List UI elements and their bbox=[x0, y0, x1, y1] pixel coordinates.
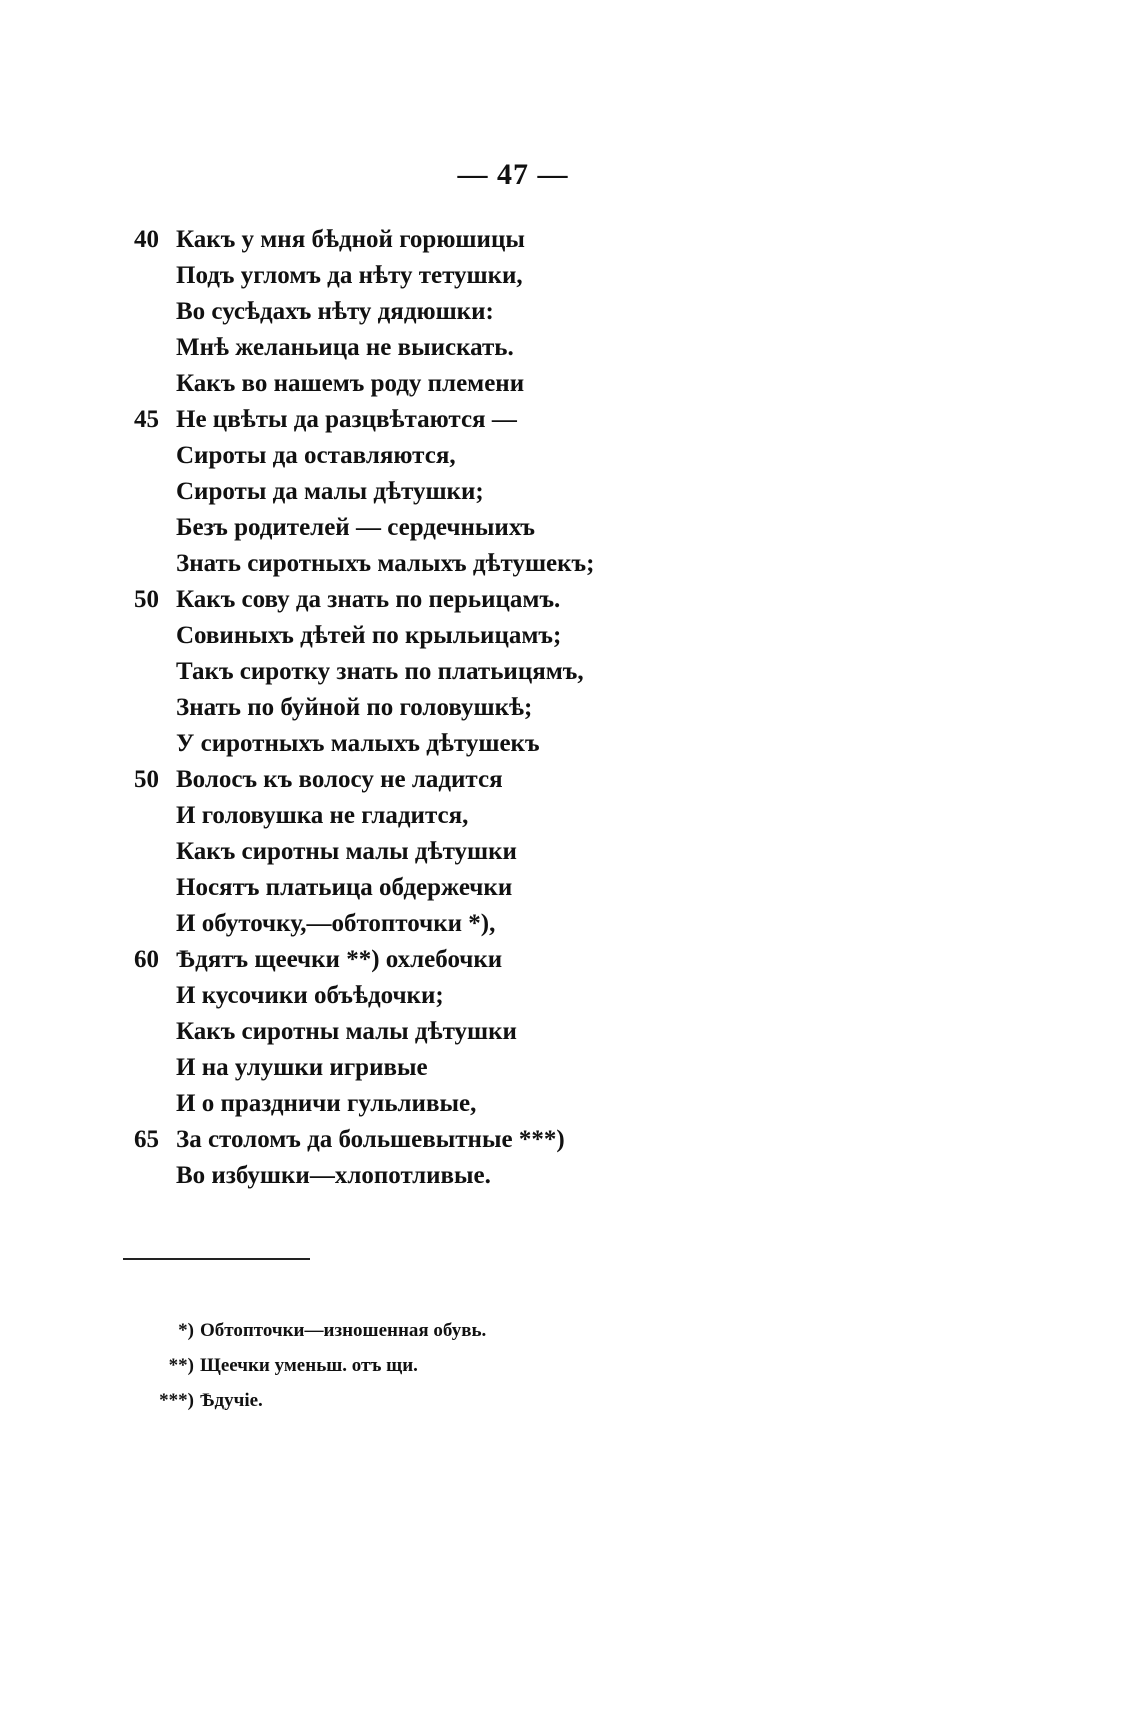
line-text: Подъ угломъ да нѣту тетушки, bbox=[176, 262, 523, 289]
poem-line bbox=[0, 402, 760, 438]
poem-line bbox=[0, 330, 760, 366]
poem-line bbox=[0, 258, 760, 294]
poem-line bbox=[0, 978, 760, 1014]
footnote-marker: *) bbox=[178, 1320, 194, 1341]
line-text: Носятъ платьица обдержечки bbox=[176, 874, 513, 901]
poem-line bbox=[0, 1050, 760, 1086]
poem-text bbox=[0, 222, 760, 1194]
line-text: И о праздничи гульливые, bbox=[176, 1090, 477, 1117]
footnote bbox=[0, 1313, 700, 1348]
footnote-text: Ѣдучіе. bbox=[200, 1390, 263, 1411]
footnote bbox=[0, 1383, 700, 1418]
line-text: И обуточку,—обтопточки *), bbox=[176, 910, 496, 937]
poem-line bbox=[0, 654, 760, 690]
line-text: Волосъ къ волосу не ладится bbox=[176, 766, 503, 793]
line-text: Во избушки—хлопотливые. bbox=[176, 1162, 491, 1189]
poem-line bbox=[0, 762, 760, 798]
poem-line bbox=[0, 438, 760, 474]
poem-line bbox=[0, 690, 760, 726]
poem-line bbox=[0, 510, 760, 546]
line-number: 60 bbox=[134, 946, 159, 973]
line-number: 50 bbox=[134, 766, 159, 793]
line-text: Какъ сиротны малы дѣтушки bbox=[176, 1018, 517, 1045]
line-text: Какъ сиротны малы дѣтушки bbox=[176, 838, 517, 865]
line-text: Не цвѣты да разцвѣтаются — bbox=[176, 406, 517, 433]
line-text: Знать по буйной по головушкѣ; bbox=[176, 694, 533, 721]
poem-line bbox=[0, 942, 760, 978]
poem-line bbox=[0, 726, 760, 762]
line-text: У сиротныхъ малыхъ дѣтушекъ bbox=[176, 730, 540, 757]
line-number: 45 bbox=[134, 406, 159, 433]
line-text: Совиныхъ дѣтей по крыльицамъ; bbox=[176, 622, 562, 649]
footnotes bbox=[0, 1313, 700, 1418]
poem-line bbox=[0, 1086, 760, 1122]
line-text: Какъ сову да знать по перьицамъ. bbox=[176, 586, 561, 613]
poem-line bbox=[0, 870, 760, 906]
line-number: 65 bbox=[134, 1126, 159, 1153]
poem-line bbox=[0, 1122, 760, 1158]
line-number: 40 bbox=[134, 226, 159, 253]
line-text: Сироты да оставляются, bbox=[176, 442, 456, 469]
line-text: Знать сиротныхъ малыхъ дѣтушекъ; bbox=[176, 550, 595, 577]
line-text: И на улушки игривые bbox=[176, 1054, 428, 1081]
poem-line bbox=[0, 906, 760, 942]
footnote-marker: **) bbox=[168, 1355, 194, 1376]
poem-line bbox=[0, 834, 760, 870]
poem-line bbox=[0, 366, 760, 402]
line-text: Сироты да малы дѣтушки; bbox=[176, 478, 484, 505]
poem-line bbox=[0, 798, 760, 834]
poem-line bbox=[0, 294, 760, 330]
line-text: Какъ во нашемъ роду племени bbox=[176, 370, 525, 397]
poem-line bbox=[0, 222, 760, 258]
poem-line bbox=[0, 474, 760, 510]
line-number: 50 bbox=[134, 586, 159, 613]
line-text: Такъ сиротку знать по платьицямъ, bbox=[176, 658, 584, 685]
footnote-separator bbox=[123, 1258, 310, 1260]
footnote-marker: ***) bbox=[159, 1390, 194, 1411]
footnote-text: Обтопточки—изношенная обувь. bbox=[200, 1320, 487, 1341]
poem-line bbox=[0, 582, 760, 618]
line-text: За столомъ да большевытные ***) bbox=[176, 1126, 565, 1153]
poem-line bbox=[0, 1158, 760, 1194]
line-text: Во сусѣдахъ нѣту дядюшки: bbox=[176, 298, 494, 325]
line-text: Безъ родителей — сердечныихъ bbox=[176, 514, 535, 541]
footnote-text: Щеечки уменьш. отъ щи. bbox=[200, 1355, 418, 1376]
line-text: Мнѣ желаньица не выискать. bbox=[176, 334, 514, 361]
poem-line bbox=[0, 618, 760, 654]
line-text: Ѣдятъ щеечки **) охлебочки bbox=[176, 946, 503, 973]
footnote bbox=[0, 1348, 700, 1383]
line-text: И кусочики объѣдочки; bbox=[176, 982, 444, 1009]
poem-line bbox=[0, 546, 760, 582]
page-number: — 47 — bbox=[457, 158, 569, 191]
poem-line bbox=[0, 1014, 760, 1050]
line-text: И головушка не гладится, bbox=[176, 802, 469, 829]
line-text: Какъ у мня бѣдной горюшицы bbox=[176, 226, 525, 253]
